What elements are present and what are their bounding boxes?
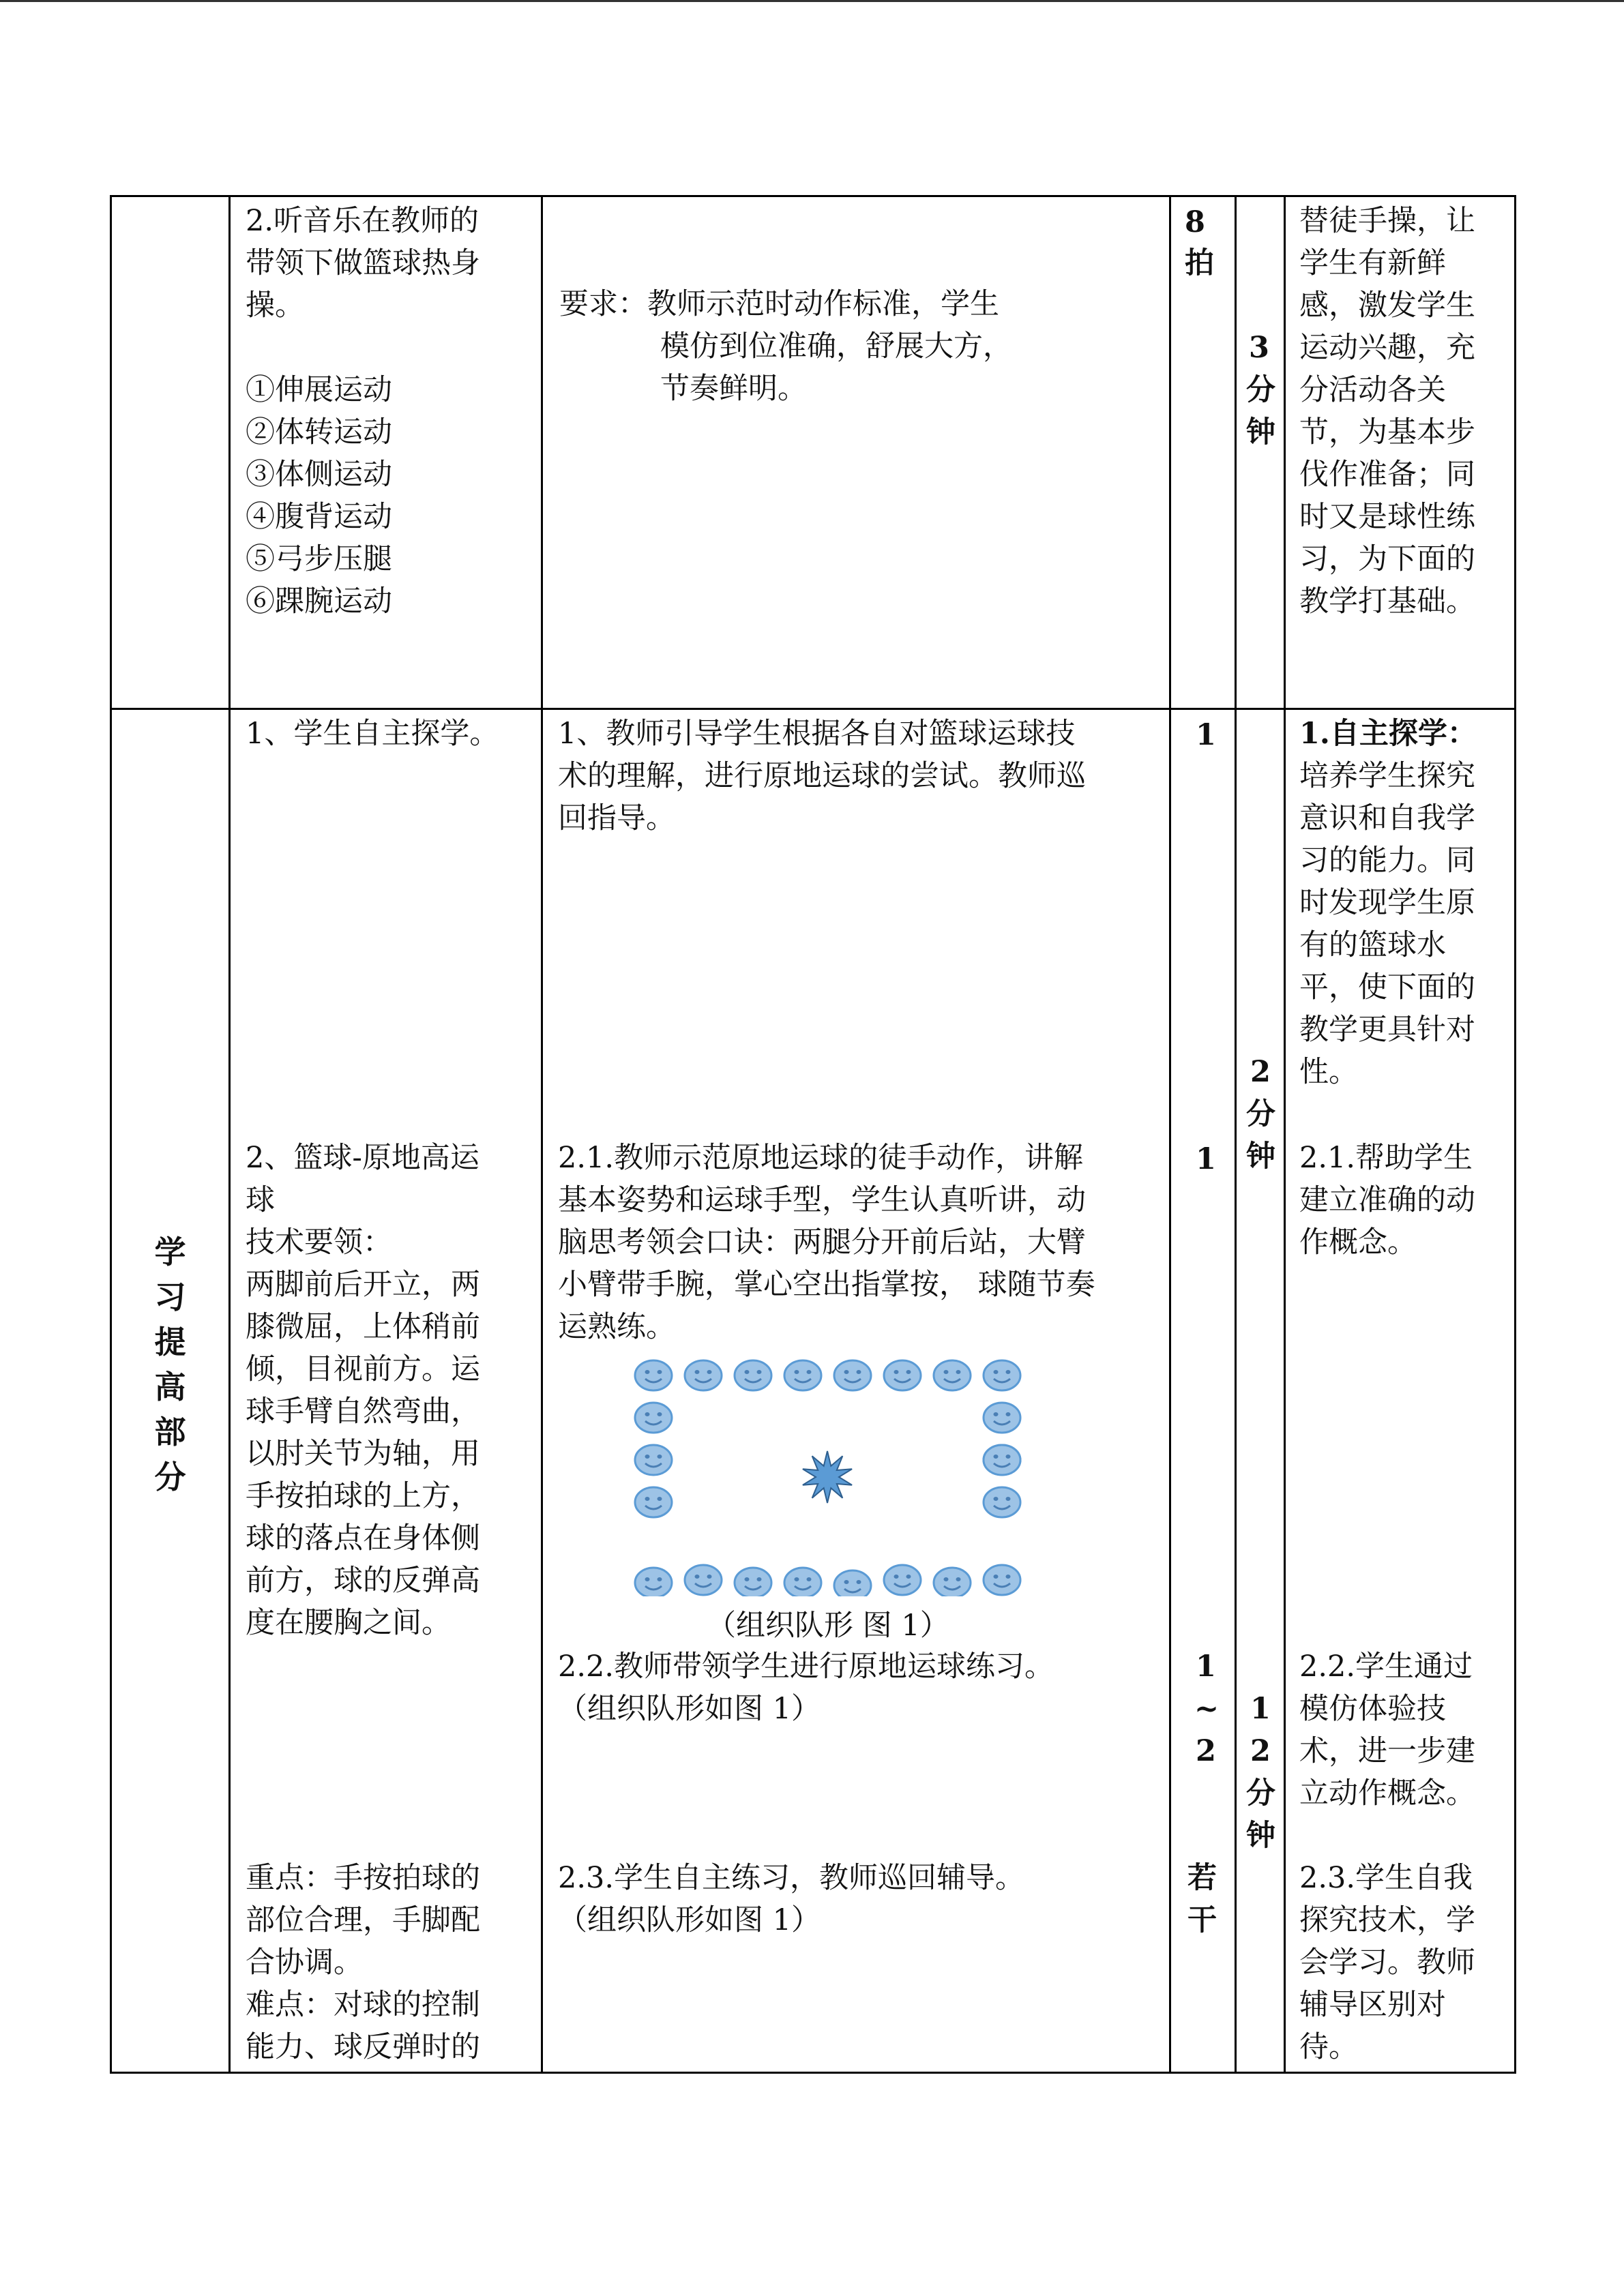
method-cell-warmup [542, 196, 1170, 709]
warmup-title-line: 带领下做篮球热身 [246, 246, 480, 280]
section-cell-warmup [111, 196, 230, 709]
smiley-face-icon [934, 1360, 971, 1390]
smiley-face-icon [984, 1445, 1020, 1475]
purpose-line: 感，激发学生 [1299, 288, 1475, 323]
smiley-face-icon [635, 1403, 672, 1433]
technique-line: 技术要领： [246, 1225, 392, 1259]
purpose-line: 平，使下面的 [1299, 970, 1475, 1004]
technique-line: 以肘关节为轴，用 [246, 1437, 480, 1471]
smiley-face-icon [635, 1568, 672, 1596]
key-point-line: 合协调。 [246, 1945, 363, 1980]
method-line: 2.3.学生自主练习，教师巡回辅导。 [558, 1861, 1025, 1895]
method-cell-learning [542, 709, 1170, 2073]
time-unit: 钟 [1246, 415, 1275, 449]
purpose-line: 教学更具针对 [1299, 1013, 1475, 1047]
technique-line: 膝微屈，上体稍前 [246, 1310, 480, 1344]
purpose-line: 有的篮球水 [1299, 928, 1446, 962]
purpose-line: 辅导区别对 [1299, 1988, 1446, 2022]
purpose-line: 术，进一步建 [1299, 1734, 1475, 1768]
smiley-face-icon [884, 1565, 921, 1595]
purpose-line: 模仿体验技 [1299, 1692, 1446, 1726]
purpose-line: 2.1.帮助学生 [1299, 1141, 1473, 1175]
section-title-char: 习 [154, 1279, 186, 1315]
count-range-tilde: ~ [1194, 1692, 1220, 1726]
time-number: 2 [1250, 1055, 1271, 1089]
smiley-face-icon [934, 1568, 971, 1596]
smiley-face-icon [984, 1360, 1020, 1390]
smiley-face-icon [984, 1403, 1020, 1433]
time-unit: 钟 [1246, 1819, 1275, 1853]
method-line: （组织队形如图 1） [558, 1692, 821, 1726]
count-unit: 拍 [1185, 246, 1214, 280]
section-title-char: 分 [154, 1459, 186, 1495]
section-title-char: 部 [154, 1414, 186, 1450]
method-line: 2.1.教师示范原地运球的徒手动作，讲解 [558, 1141, 1084, 1175]
smiley-face-icon [984, 1487, 1020, 1517]
warmup-item: ②体转运动 [246, 415, 392, 449]
warmup-title-line: 2.听音乐在教师的 [246, 204, 479, 238]
formation-svg [632, 1358, 1068, 1596]
count-number: 8 [1185, 205, 1205, 239]
purpose-heading: 1.自主探学： [1299, 717, 1477, 751]
purpose-line: 作概念。 [1299, 1225, 1417, 1259]
purpose-line: 时发现学生原 [1299, 886, 1475, 920]
smiley-face-icon [834, 1570, 871, 1596]
technique-line: 两脚前后开立，两 [246, 1268, 480, 1302]
method-line: 回指导。 [558, 801, 675, 835]
warmup-requirement-line: 模仿到位准确，舒展大方， [660, 329, 1012, 363]
purpose-line: 节，为基本步 [1299, 415, 1475, 449]
technique-line: 前方，球的反弹高 [246, 1564, 480, 1598]
smiley-face-icon [635, 1360, 672, 1390]
method-line: 1、教师引导学生根据各自对篮球运球技 [558, 717, 1076, 751]
purpose-line: 探究技术，学 [1299, 1903, 1475, 1937]
purpose-line: 立动作概念。 [1299, 1776, 1475, 1810]
purpose-line: 替徒手操，让 [1299, 204, 1475, 238]
method-line: 小臂带手腕，掌心空出指掌按， 球随节奏 [558, 1268, 1095, 1302]
purpose-line: 习的能力。同 [1299, 844, 1475, 878]
warmup-item: ①伸展运动 [246, 373, 392, 407]
time-cell-warmup [1236, 196, 1285, 709]
page-top-border [0, 0, 1624, 2]
content-cell-warmup [230, 196, 542, 709]
key-point-line: 难点：对球的控制 [246, 1988, 480, 2022]
time-unit: 分 [1246, 373, 1275, 407]
warmup-title-line: 操。 [246, 288, 304, 323]
smiley-face-icon [735, 1360, 771, 1390]
purpose-line: 分活动各关 [1299, 373, 1446, 407]
purpose-line: 培养学生探究 [1299, 759, 1475, 793]
warmup-requirement-line: 节奏鲜明。 [660, 372, 807, 406]
warmup-item: ④腹背运动 [246, 500, 392, 534]
purpose-line: 待。 [1299, 2030, 1358, 2064]
time-number: 3 [1249, 331, 1269, 365]
content-item: 1、学生自主探学。 [246, 717, 499, 751]
purpose-line: 建立准确的动 [1299, 1183, 1475, 1217]
purpose-line: 2.2.学生通过 [1299, 1650, 1473, 1684]
smiley-face-icon [984, 1565, 1020, 1595]
purpose-cell-warmup [1285, 196, 1516, 709]
method-line: （组织队形如图 1） [558, 1903, 821, 1937]
purpose-line: 2.3.学生自我 [1299, 1861, 1473, 1895]
technique-line: 2、篮球-原地高运 [246, 1141, 479, 1175]
purpose-line: 意识和自我学 [1299, 801, 1475, 835]
technique-line: 球 [246, 1183, 275, 1217]
smiley-face-icon [685, 1360, 722, 1390]
method-line: 运熟练。 [558, 1310, 675, 1344]
count-number: 1 [1196, 1650, 1216, 1684]
smiley-face-icon [735, 1568, 771, 1596]
section-title-char: 学 [154, 1234, 186, 1270]
time-unit: 分 [1246, 1776, 1275, 1810]
count-text: 若 [1187, 1861, 1217, 1895]
smiley-face-icon [784, 1568, 821, 1596]
method-line: 术的理解，进行原地运球的尝试。教师巡 [558, 759, 1086, 793]
section-title-char: 提 [154, 1324, 186, 1360]
technique-line: 球手臂自然弯曲， [246, 1395, 480, 1429]
count-number: 2 [1196, 1734, 1216, 1768]
time-unit: 钟 [1246, 1139, 1275, 1174]
smiley-face-icon [635, 1487, 672, 1517]
star-burst-icon [803, 1451, 852, 1503]
section-title-char: 高 [154, 1369, 186, 1405]
time-unit: 分 [1246, 1097, 1275, 1131]
figure-caption: （组织队形 图 1） [707, 1609, 949, 1643]
content-cell-learning [230, 709, 542, 2073]
warmup-row [111, 196, 1516, 709]
method-line: 脑思考领会口诀：两腿分开前后站，大臂 [558, 1225, 1086, 1259]
purpose-line: 时又是球性练 [1299, 500, 1475, 534]
key-point-line: 能力、球反弹时的 [246, 2030, 480, 2064]
time-number: 2 [1250, 1734, 1271, 1768]
smiley-face-icon [884, 1360, 921, 1390]
count-text: 干 [1187, 1903, 1217, 1937]
learning-row [111, 709, 1516, 2073]
smiley-face-icon [834, 1360, 871, 1390]
count-cell-learning [1170, 709, 1236, 2073]
technique-line: 球的落点在身体侧 [246, 1521, 480, 1555]
purpose-line: 教学打基础。 [1299, 584, 1475, 618]
warmup-item: ⑤弓步压腿 [246, 542, 392, 576]
purpose-line: 习，为下面的 [1299, 542, 1475, 576]
purpose-line: 伐作准备；同 [1299, 458, 1475, 492]
lesson-plan-table [110, 195, 1516, 2074]
warmup-item: ⑥踝腕运动 [246, 584, 392, 618]
purpose-line: 运动兴趣，充 [1299, 331, 1475, 365]
smiley-face-icon [685, 1565, 722, 1595]
time-number: 1 [1250, 1692, 1271, 1726]
count-number: 1 [1196, 1142, 1216, 1176]
warmup-item: ③体侧运动 [246, 458, 392, 492]
key-point-line: 重点：手按拍球的 [246, 1861, 480, 1895]
section-cell-learning [111, 709, 230, 2073]
technique-line: 度在腰胸之间。 [246, 1606, 451, 1640]
count-number: 1 [1196, 718, 1216, 752]
smiley-face-icon [784, 1360, 821, 1390]
time-cell-learning [1236, 709, 1285, 2073]
technique-line: 手按拍球的上方， [246, 1479, 480, 1513]
smiley-face-icon [635, 1445, 672, 1475]
key-point-line: 部位合理，手脚配 [246, 1903, 480, 1937]
purpose-line: 学生有新鲜 [1299, 246, 1446, 280]
technique-line: 倾，目视前方。运 [246, 1352, 480, 1386]
purpose-line: 会学习。教师 [1299, 1945, 1475, 1980]
method-line: 基本姿势和运球手型，学生认真听讲，动 [558, 1183, 1086, 1217]
warmup-requirement-line: 要求：教师示范时动作标准，学生 [559, 287, 999, 321]
purpose-cell-learning [1285, 709, 1516, 2073]
formation-diagram [632, 1358, 1068, 1596]
method-line: 2.2.教师带领学生进行原地运球练习。 [558, 1650, 1054, 1684]
count-cell-warmup [1170, 196, 1236, 709]
purpose-line: 性。 [1299, 1055, 1358, 1089]
